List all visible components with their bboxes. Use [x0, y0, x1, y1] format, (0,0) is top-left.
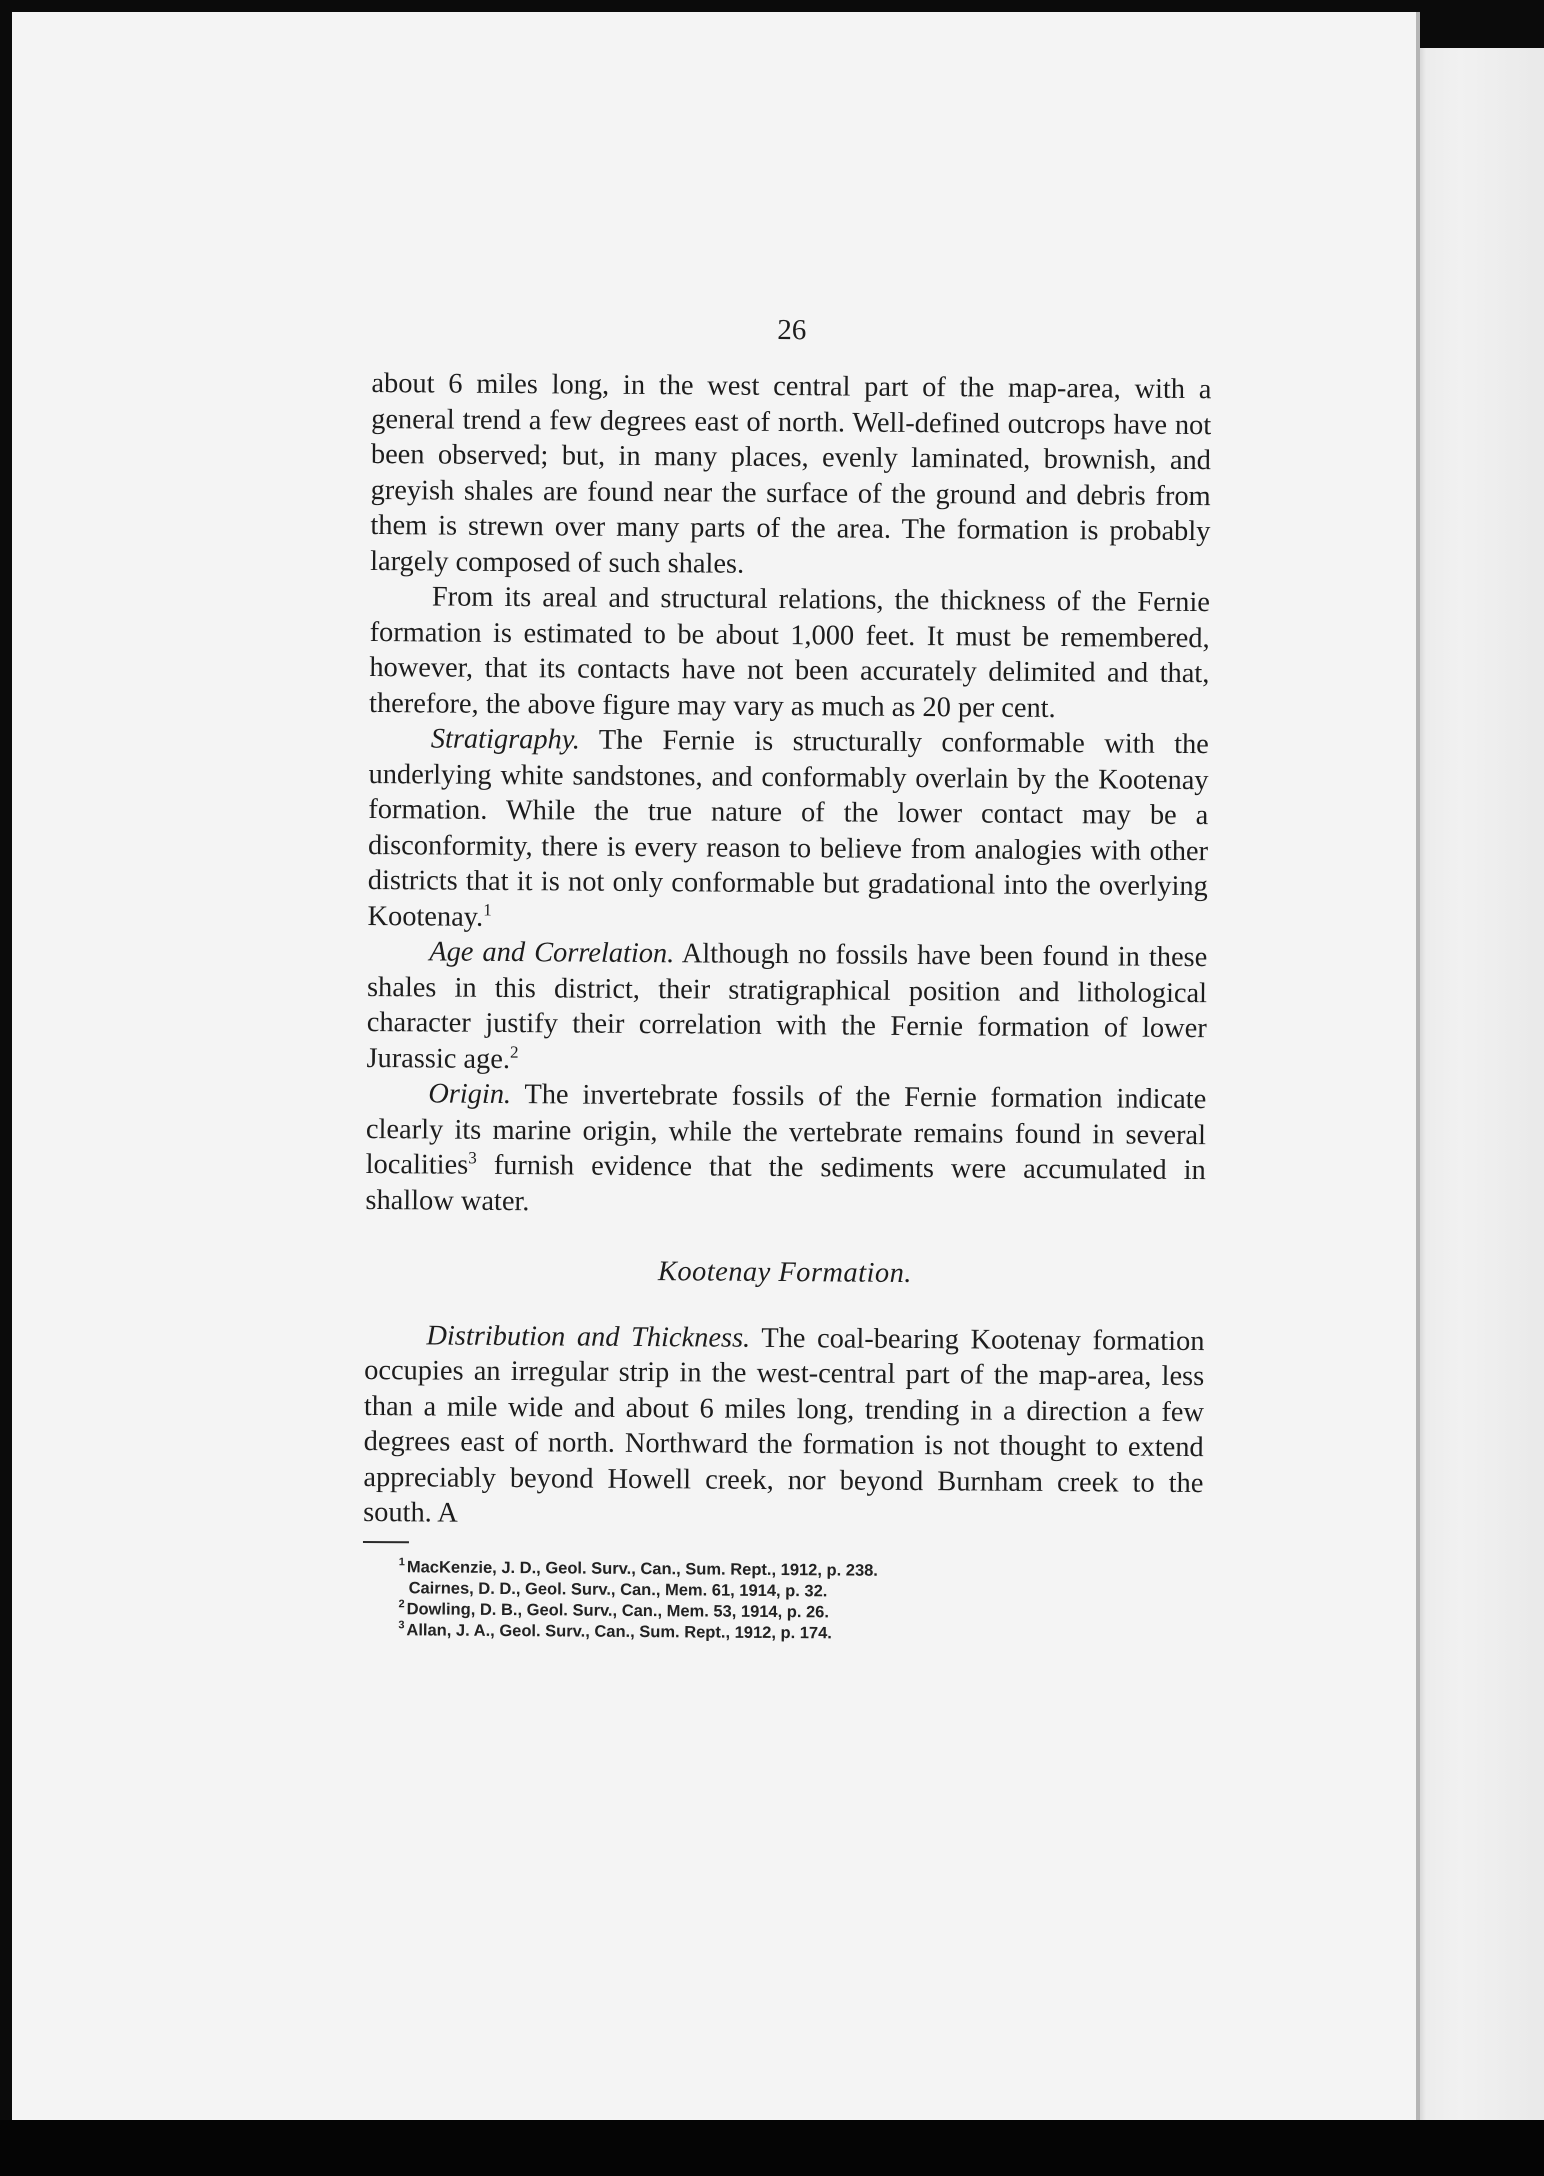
paragraph-text: The coal-bearing Kootenay formation occupies an irregular strip in the west-central part of the map-area, less than a mile wide and about 6 miles long, trending in a direction a few degrees east of north. Northward the formation is not thought to extend appreciably beyond Howell creek, nor beyond Burnham creek to the south. A: [363, 1322, 1205, 1529]
page-number: 26: [777, 313, 807, 347]
paragraph-text: The invertebrate fossils of the Fernie formation indicate clearly its marine origin, while the vertebrate remains found in several localities: [365, 1079, 1207, 1181]
footnote-ref: 1: [483, 899, 492, 919]
paragraph-heading: Stratigraphy.: [430, 723, 581, 756]
paragraph-origin: [365, 1076, 1206, 1224]
footnotes: [398, 1557, 1203, 1647]
footnote-text: MacKenzie, J. D., Geol. Surv., Can., Sum. Rept., 1912, p. 238.: [406, 1557, 878, 1580]
paragraph-stratigraphy: [367, 721, 1209, 940]
facing-page-strip: [1420, 48, 1544, 2120]
paragraph-heading: Origin.: [428, 1078, 512, 1111]
footnote-number: 2: [398, 1598, 405, 1611]
paragraph-age-correlation: [366, 934, 1207, 1082]
paragraph-text: furnish evidence that the sediments were accumulated in shallow water.: [365, 1149, 1206, 1217]
paragraph-text: From its areal and structural relations, the thickness of the Fernie formation is estimated to be about 1,000 feet. It must be remembered, however, that its contacts have not been accurately delimited and that, therefore, the above figure may vary as much as 20 per cent.: [369, 581, 1210, 724]
paragraph-heading: Age and Correlation.: [429, 936, 675, 970]
text-block: [362, 310, 1212, 1647]
paragraph-kootenay-distribution: [363, 1317, 1205, 1536]
paragraph-text: about 6 miles long, in the west central part of the map-area, with a general trend a few degrees east of north. Well-defined outcrops have not been observed; but, in many places, evenly laminated, brownish, and greyish shales are found near the surface of the ground and debris from them is strewn over many parts of the area. The formation is probably largely composed of such shales.: [370, 367, 1212, 580]
scan-border-bottom: [0, 2120, 1544, 2176]
footnote-number: 3: [398, 1619, 405, 1632]
footnote-text: Dowling, D. B., Geol. Surv., Can., Mem. 53, 1914, p. 26.: [406, 1599, 830, 1621]
footnote-ref: 2: [509, 1042, 519, 1062]
footnote-text: Allan, J. A., Geol. Surv., Can., Sum. Rept., 1912, p. 174.: [406, 1620, 832, 1642]
paragraph-fernie-thickness: [369, 579, 1210, 727]
section-heading: Kootenay Formation.: [657, 1256, 913, 1289]
paragraph-text: The Fernie is structurally conformable with the underlying white sandstones, and conformably overlain by the Kootenay formation. While the true nature of the lower contact may be a disconformity, there is every reason to believe from analogies with other districts that it is not only conformable but gradational into the overlying Kootenay.: [367, 724, 1209, 933]
footnote-number: 1: [398, 1556, 405, 1569]
footnote-rule: [363, 1540, 409, 1542]
paragraph-fernie-distribution: [370, 366, 1212, 585]
footnote-text: Cairnes, D. D., Geol. Surv., Can., Mem. 61, 1914, p. 32.: [408, 1578, 828, 1600]
paragraph-heading: Distribution and Thickness.: [426, 1319, 751, 1354]
footnote-ref: 3: [468, 1148, 477, 1168]
paragraph-text: Although no fossils have been found in these shales in this district, their stratigraphical position and lithological character justify their correlation with the Fernie formation of lower Jurassic age.: [366, 938, 1208, 1075]
